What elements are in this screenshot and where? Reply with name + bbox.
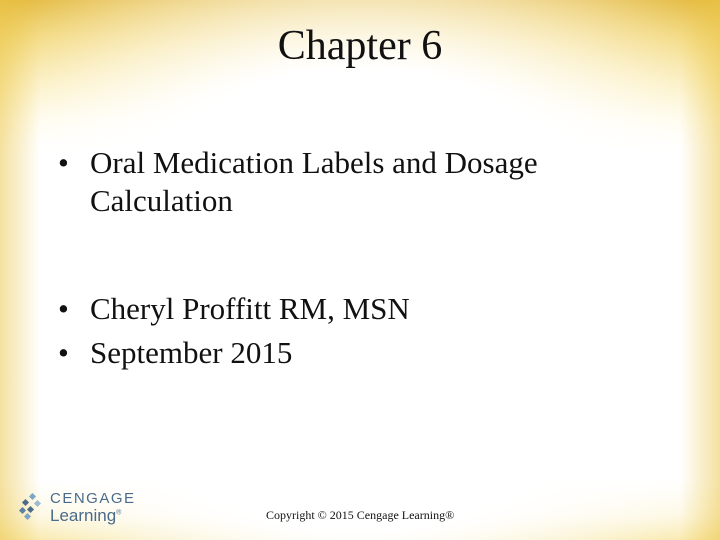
bullet-text: Cheryl Proffitt RM, MSN: [90, 291, 410, 326]
bullet-item: [58, 334, 658, 372]
bullet-text: September 2015: [90, 335, 293, 370]
bullet-item: [58, 144, 658, 220]
logo-line2-text: Learning: [50, 506, 117, 525]
left-gradient-edge: [0, 0, 40, 540]
cengage-logo: [18, 488, 148, 530]
cengage-logo-icon: [18, 492, 46, 522]
bullet-list: [58, 144, 658, 372]
logo-registered-mark: ®: [116, 509, 122, 517]
bullet-symbol: •: [58, 145, 69, 180]
logo-line1: CENGAGE: [50, 490, 136, 507]
right-gradient-edge: [680, 0, 720, 540]
logo-line2: [50, 506, 121, 526]
copyright-text: Copyright © 2015 Cengage Learning®: [266, 508, 455, 522]
bullet-symbol: •: [58, 291, 69, 326]
slide-title: Chapter 6: [277, 23, 443, 69]
bullet-text: Oral Medication Labels and Dosage Calculation: [90, 145, 538, 218]
bullet-item: [58, 290, 658, 328]
bullet-symbol: •: [58, 335, 69, 370]
